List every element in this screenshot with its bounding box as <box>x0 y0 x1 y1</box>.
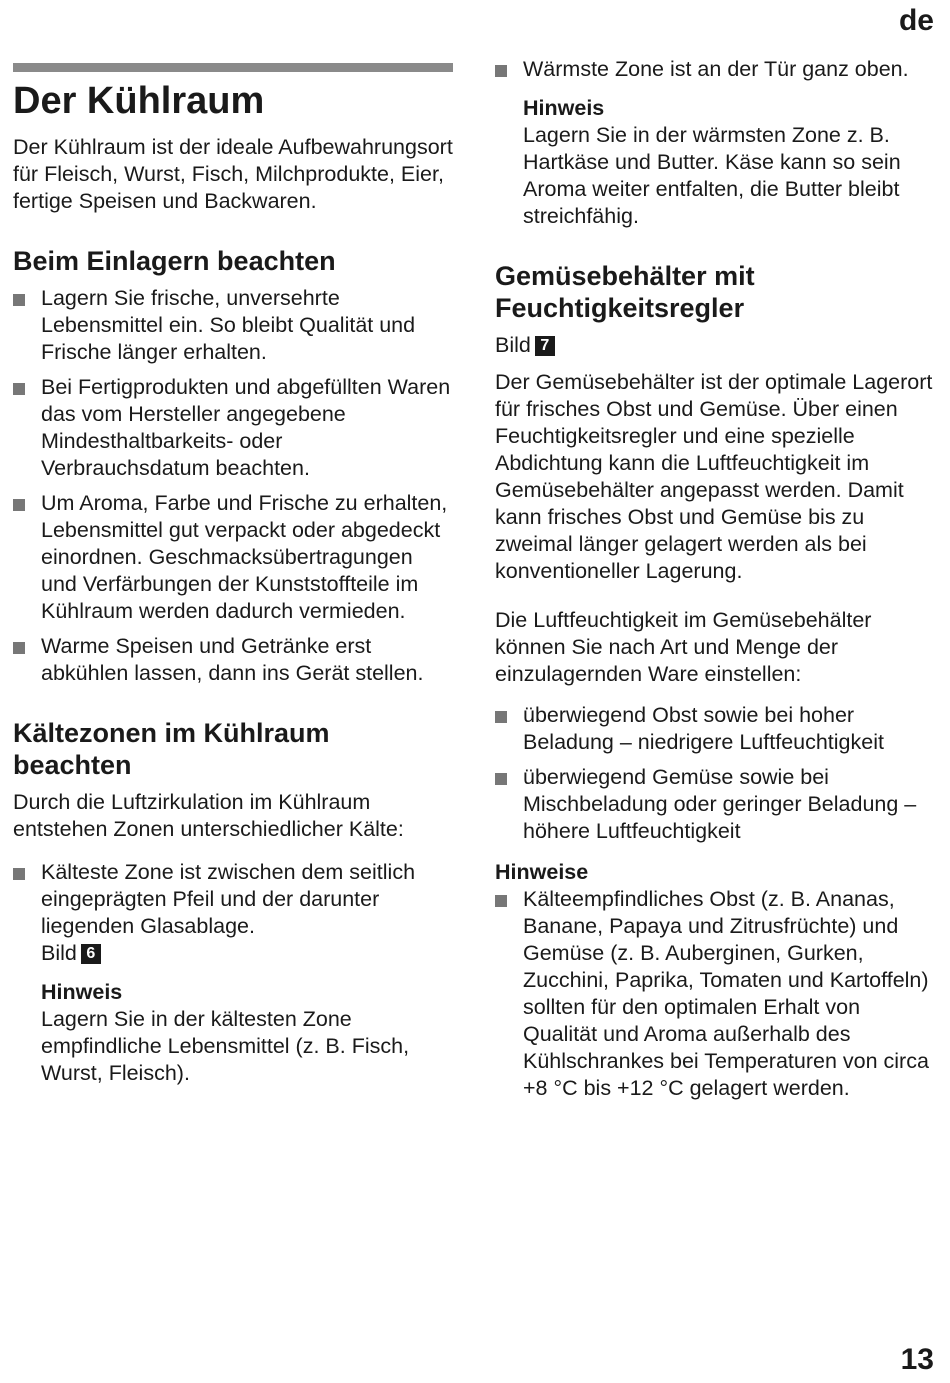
figure-ref-label: Bild <box>41 941 77 965</box>
list-item: überwiegend Gemüse sowie bei Mischbeladung oder geringer Beladung – höhere Luftfeuchtigkeit <box>495 764 935 845</box>
list-item: Kälteste Zone ist zwischen dem seitlich eingeprägten Pfeil und der darunter liegenden Glasablage. Bild 6 Hinweis Lagern Sie in der kältesten Zone empfindliche Lebensmittel (z. B. Fisch, Wurst, Fleisch). <box>13 859 453 1087</box>
list-item: Bei Fertigprodukten und abgefüllten Waren das vom Hersteller angegebene Mindesthaltbarkeits- oder Verbrauchsdatum beachten. <box>13 374 453 482</box>
vegetable-paragraph-2: Die Luftfeuchtigkeit im Gemüsebehälter können Sie nach Art und Menge der einzulagernden Ware einstellen: <box>495 608 872 686</box>
note-title: Hinweis <box>523 96 605 120</box>
cold-zones-intro: Durch die Luftzirkulation im Kühlraum entstehen Zonen unterschiedlicher Kälte: <box>13 790 404 841</box>
list-item: Um Aroma, Farbe und Frische zu erhalten, Lebensmittel gut verpackt oder abgedeckt einordnen. Geschmacksübertragungen und Verfärbungen der Kunststoffteile im Kühlraum werden dadurch vermieden. <box>13 490 453 625</box>
note-text: Lagern Sie in der wärmsten Zone z. B. Hartkäse und Butter. Käse kann so sein Aroma weiter entfalten, die Butter bleibt streichfähig. <box>523 123 901 228</box>
figure-number-badge: 6 <box>81 944 101 964</box>
language-tag: de <box>898 4 934 37</box>
cold-zones-list <box>13 859 453 1087</box>
page-number: 13 <box>900 1343 934 1376</box>
figure-ref: Bild 7 <box>495 332 935 359</box>
left-column <box>13 78 453 1095</box>
intro-paragraph: Der Kühlraum ist der ideale Aufbewahrungsort für Fleisch, Wurst, Fisch, Milchprodukte, Eier, fertige Speisen und Backwaren. <box>13 135 453 213</box>
section-heading-cold-zones: Kältezonen im Kühlraum beachten <box>13 718 330 780</box>
list-item: Wärmste Zone ist an der Tür ganz oben. Hinweis Lagern Sie in der wärmsten Zone z. B. Hartkäse und Butter. Käse kann so sein Aroma weiter entfalten, die Butter bleibt streichfähig. <box>495 56 935 230</box>
section-heading-vegetable-drawer: Gemüsebehälter mit Feuchtigkeitsregler <box>495 261 755 323</box>
square-bullet-icon <box>13 294 25 306</box>
square-bullet-icon <box>13 642 25 654</box>
list-item: Warme Speisen und Getränke erst abkühlen lassen, dann ins Gerät stellen. <box>13 633 453 687</box>
humidity-list <box>495 702 935 845</box>
notes-list <box>495 886 935 1102</box>
square-bullet-icon <box>495 773 507 785</box>
list-item: überwiegend Obst sowie bei hoher Beladung – niedrigere Luftfeuchtigkeit <box>495 702 935 756</box>
square-bullet-icon <box>13 499 25 511</box>
title-rule <box>13 63 453 72</box>
note-text: Lagern Sie in der kältesten Zone empfindliche Lebensmittel (z. B. Fisch, Wurst, Fleisch). <box>41 1007 410 1085</box>
page-title: Der Kühlraum <box>13 80 265 122</box>
list-item: Lagern Sie frische, unversehrte Lebensmittel ein. So bleibt Qualität und Frische länger erhalten. <box>13 285 453 366</box>
right-column <box>495 56 935 1110</box>
square-bullet-icon <box>495 711 507 723</box>
square-bullet-icon <box>13 868 25 880</box>
section-heading-storage: Beim Einlagern beachten <box>13 246 336 276</box>
note-title: Hinweis <box>41 980 123 1004</box>
figure-number-badge: 7 <box>535 336 555 356</box>
vegetable-paragraph-1: Der Gemüsebehälter ist der optimale Lagerort für frisches Obst und Gemüse. Über einen Feuchtigkeitsregler und eine spezielle Abdichtung kann die Luftfeuchtigkeit im Gemüsebehälter angepasst werden. Damit kann frisches Obst und Gemüse bis zu zweimal länger gelagert werden als bei konventioneller Lagerung. <box>495 370 933 583</box>
square-bullet-icon <box>495 65 507 77</box>
notes-title: Hinweise <box>495 860 589 884</box>
list-item: Kälteempfindliches Obst (z. B. Ananas, Banane, Papaya und Zitrusfrüchte) und Gemüse (z. B. Auberginen, Gurken, Zucchini, Paprika, Tomaten und Kartoffeln) sollten für den optimalen Erhalt von Qualität und Aroma außerhalb des Kühlschrankes bei Temperaturen von circa +8 °C bis +12 °C gelagert werden. <box>495 886 935 1102</box>
square-bullet-icon <box>13 383 25 395</box>
storage-list <box>13 285 453 687</box>
square-bullet-icon <box>495 895 507 907</box>
warm-zone-list <box>495 56 935 230</box>
